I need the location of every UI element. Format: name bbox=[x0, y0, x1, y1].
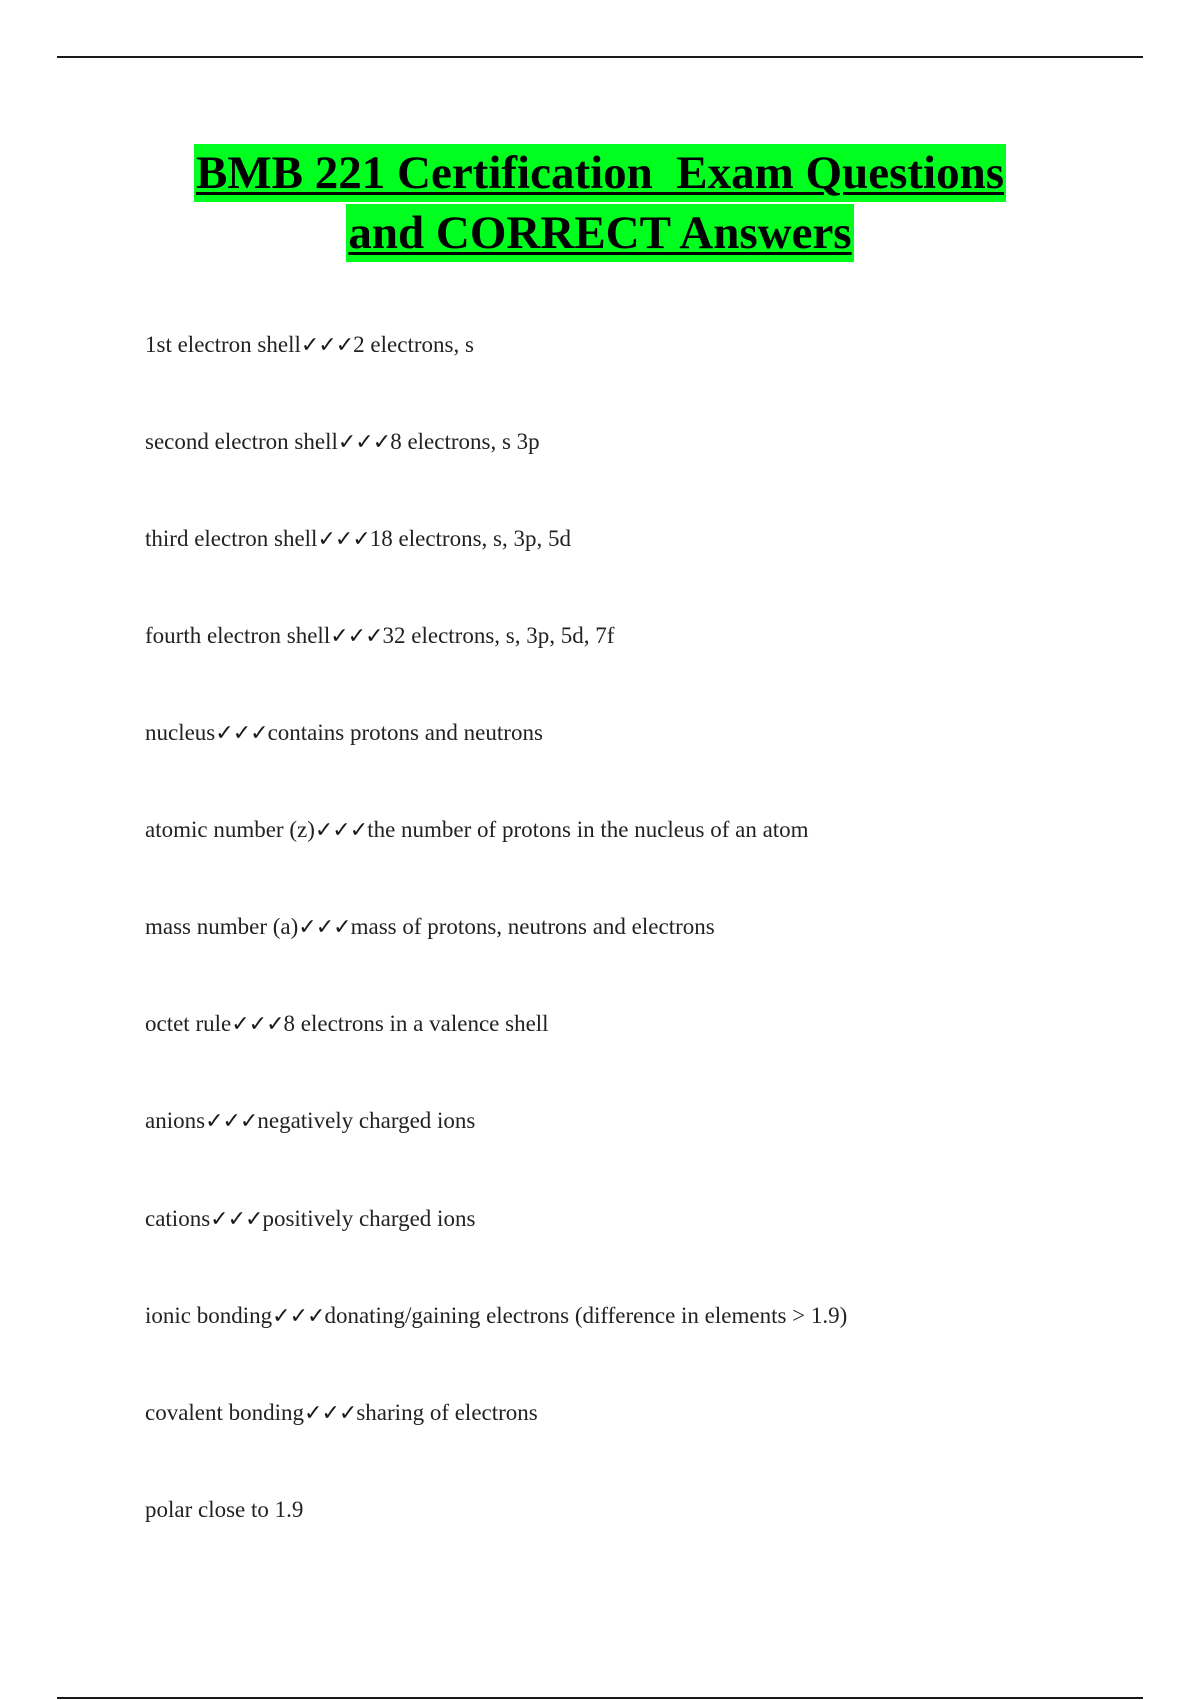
checkmarks-icon: ✓✓✓ bbox=[205, 1109, 258, 1135]
qa-item bbox=[145, 817, 1145, 914]
title-line-2: and CORRECT Answers bbox=[346, 204, 853, 262]
qa-item bbox=[145, 526, 1145, 623]
qa-term: atomic number (z) bbox=[145, 817, 315, 842]
checkmarks-icon: ✓✓✓ bbox=[231, 1012, 284, 1037]
qa-answer: the number of protons in the nucleus of an atom bbox=[367, 817, 809, 842]
qa-item bbox=[145, 623, 1145, 720]
qa-answer: mass of protons, neutrons and electrons bbox=[350, 914, 715, 939]
title-line-1: BMB 221 Certification Exam Questions bbox=[194, 144, 1006, 202]
bottom-rule bbox=[57, 1697, 1143, 1699]
checkmarks-icon: ✓✓✓ bbox=[337, 430, 391, 455]
top-rule bbox=[57, 56, 1143, 58]
qa-term: 1st electron shell bbox=[145, 332, 301, 357]
qa-item bbox=[145, 332, 1145, 429]
qa-term: octet rule bbox=[145, 1011, 232, 1036]
qa-answer: contains protons and neutrons bbox=[267, 720, 543, 745]
qa-term: nucleus bbox=[145, 720, 216, 745]
qa-item bbox=[145, 720, 1145, 817]
checkmarks-icon: ✓✓✓ bbox=[272, 1303, 325, 1329]
qa-term: mass number (a) bbox=[145, 914, 299, 939]
qa-term: ionic bonding bbox=[145, 1302, 273, 1328]
qa-answer: sharing of electrons bbox=[356, 1400, 538, 1426]
qa-term: third electron shell bbox=[145, 526, 318, 551]
qa-item bbox=[145, 1108, 1145, 1205]
qa-answer: 18 electrons, s, 3p, 5d bbox=[369, 526, 571, 551]
qa-item bbox=[145, 914, 1145, 1011]
checkmarks-icon: ✓✓✓ bbox=[314, 818, 368, 843]
qa-answer: 32 electrons, s, 3p, 5d, 7f bbox=[382, 623, 615, 648]
document-title bbox=[0, 144, 1200, 264]
qa-item bbox=[145, 1303, 1145, 1400]
qa-term: anions bbox=[145, 1108, 206, 1134]
qa-item bbox=[145, 429, 1145, 526]
checkmarks-icon: ✓✓✓ bbox=[300, 333, 354, 358]
checkmarks-icon: ✓✓✓ bbox=[330, 624, 383, 649]
checkmarks-icon: ✓✓✓ bbox=[210, 1206, 263, 1232]
checkmarks-icon: ✓✓✓ bbox=[304, 1401, 357, 1427]
qa-answer: 2 electrons, s bbox=[353, 332, 474, 357]
checkmarks-icon: ✓✓✓ bbox=[317, 527, 370, 552]
qa-answer: positively charged ions bbox=[262, 1205, 476, 1231]
qa-term: cations bbox=[145, 1205, 211, 1231]
qa-list bbox=[145, 332, 1145, 1595]
qa-answer: donating/gaining electrons (difference in elements > 1.9) bbox=[324, 1302, 848, 1328]
qa-answer: 8 electrons in a valence shell bbox=[283, 1011, 549, 1036]
checkmarks-icon: ✓✓✓ bbox=[298, 915, 351, 940]
checkmarks-icon: ✓✓✓ bbox=[215, 721, 268, 746]
trailing-text: polar close to 1.9 bbox=[145, 1497, 304, 1523]
qa-term: second electron shell bbox=[145, 429, 338, 454]
qa-item bbox=[145, 1400, 1145, 1497]
qa-term: covalent bonding bbox=[145, 1400, 305, 1426]
qa-term: fourth electron shell bbox=[145, 623, 331, 648]
qa-item bbox=[145, 1206, 1145, 1303]
qa-answer: negatively charged ions bbox=[257, 1108, 476, 1134]
qa-item bbox=[145, 1011, 1145, 1108]
qa-answer: 8 electrons, s 3p bbox=[390, 429, 540, 454]
